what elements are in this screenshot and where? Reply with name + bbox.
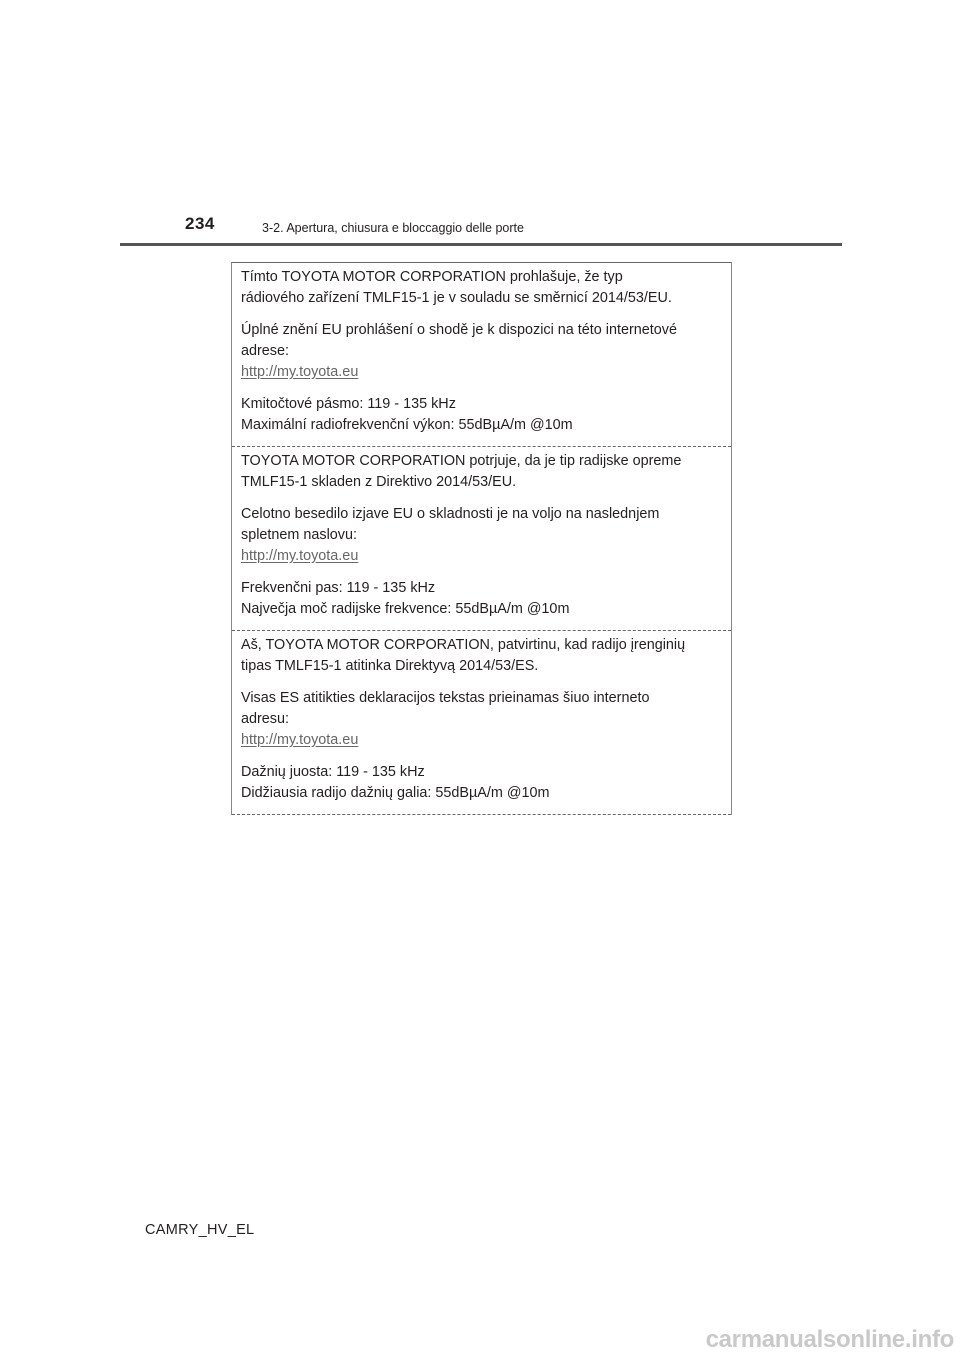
header-rule bbox=[120, 243, 842, 246]
declaration-section-slovenian bbox=[232, 447, 731, 631]
full-text-notice: Úplné znění EU prohlášení o shodě je k dispozici na této internetové adrese: bbox=[241, 322, 677, 359]
frequency-band: Kmitočtové pásmo: 119 - 135 kHz bbox=[241, 396, 456, 412]
site-watermark: carmanualsonline.info bbox=[705, 1326, 954, 1353]
model-code: CAMRY_HV_EL bbox=[145, 1222, 255, 1238]
toyota-url-link[interactable]: http://my.toyota.eu bbox=[241, 732, 359, 748]
full-text-notice: Visas ES atitikties deklaracijos tekstas prieinamas šiuo interneto adresu: bbox=[241, 690, 650, 727]
toyota-url-link[interactable]: http://my.toyota.eu bbox=[241, 364, 359, 380]
section-title: 3-2. Apertura, chiusura e bloccaggio delle porte bbox=[262, 221, 524, 235]
declaration-text: Aš, TOYOTA MOTOR CORPORATION, patvirtinu, kad radijo įrenginių tipas TMLF15-1 atitinka Direktyvą 2014/53/ES. bbox=[241, 637, 686, 674]
page-number: 234 bbox=[185, 214, 215, 233]
declaration-text: TOYOTA MOTOR CORPORATION potrjuje, da je tip radijske opreme TMLF15-1 skladen z Direktivo 2014/53/EU. bbox=[241, 453, 682, 490]
max-power: Maximální radiofrekvenční výkon: 55dBµA/m @10m bbox=[241, 417, 573, 433]
toyota-url-link[interactable]: http://my.toyota.eu bbox=[241, 548, 359, 564]
frequency-band: Dažnių juosta: 119 - 135 kHz bbox=[241, 764, 425, 780]
declaration-text: Tímto TOYOTA MOTOR CORPORATION prohlašuje, že typ rádiového zařízení TMLF15-1 je v souladu se směrnicí 2014/53/EU. bbox=[241, 269, 672, 306]
declaration-section-lithuanian bbox=[232, 631, 731, 815]
frequency-band: Frekvenčni pas: 119 - 135 kHz bbox=[241, 580, 436, 596]
full-text-notice: Celotno besedilo izjave EU o skladnosti je na voljo na naslednjem spletnem naslovu: bbox=[241, 506, 660, 543]
declaration-box bbox=[231, 262, 732, 815]
max-power: Didžiausia radijo dažnių galia: 55dBµA/m @10m bbox=[241, 785, 550, 801]
max-power: Največja moč radijske frekvence: 55dBµA/m @10m bbox=[241, 601, 570, 617]
declaration-section-czech bbox=[232, 263, 731, 447]
